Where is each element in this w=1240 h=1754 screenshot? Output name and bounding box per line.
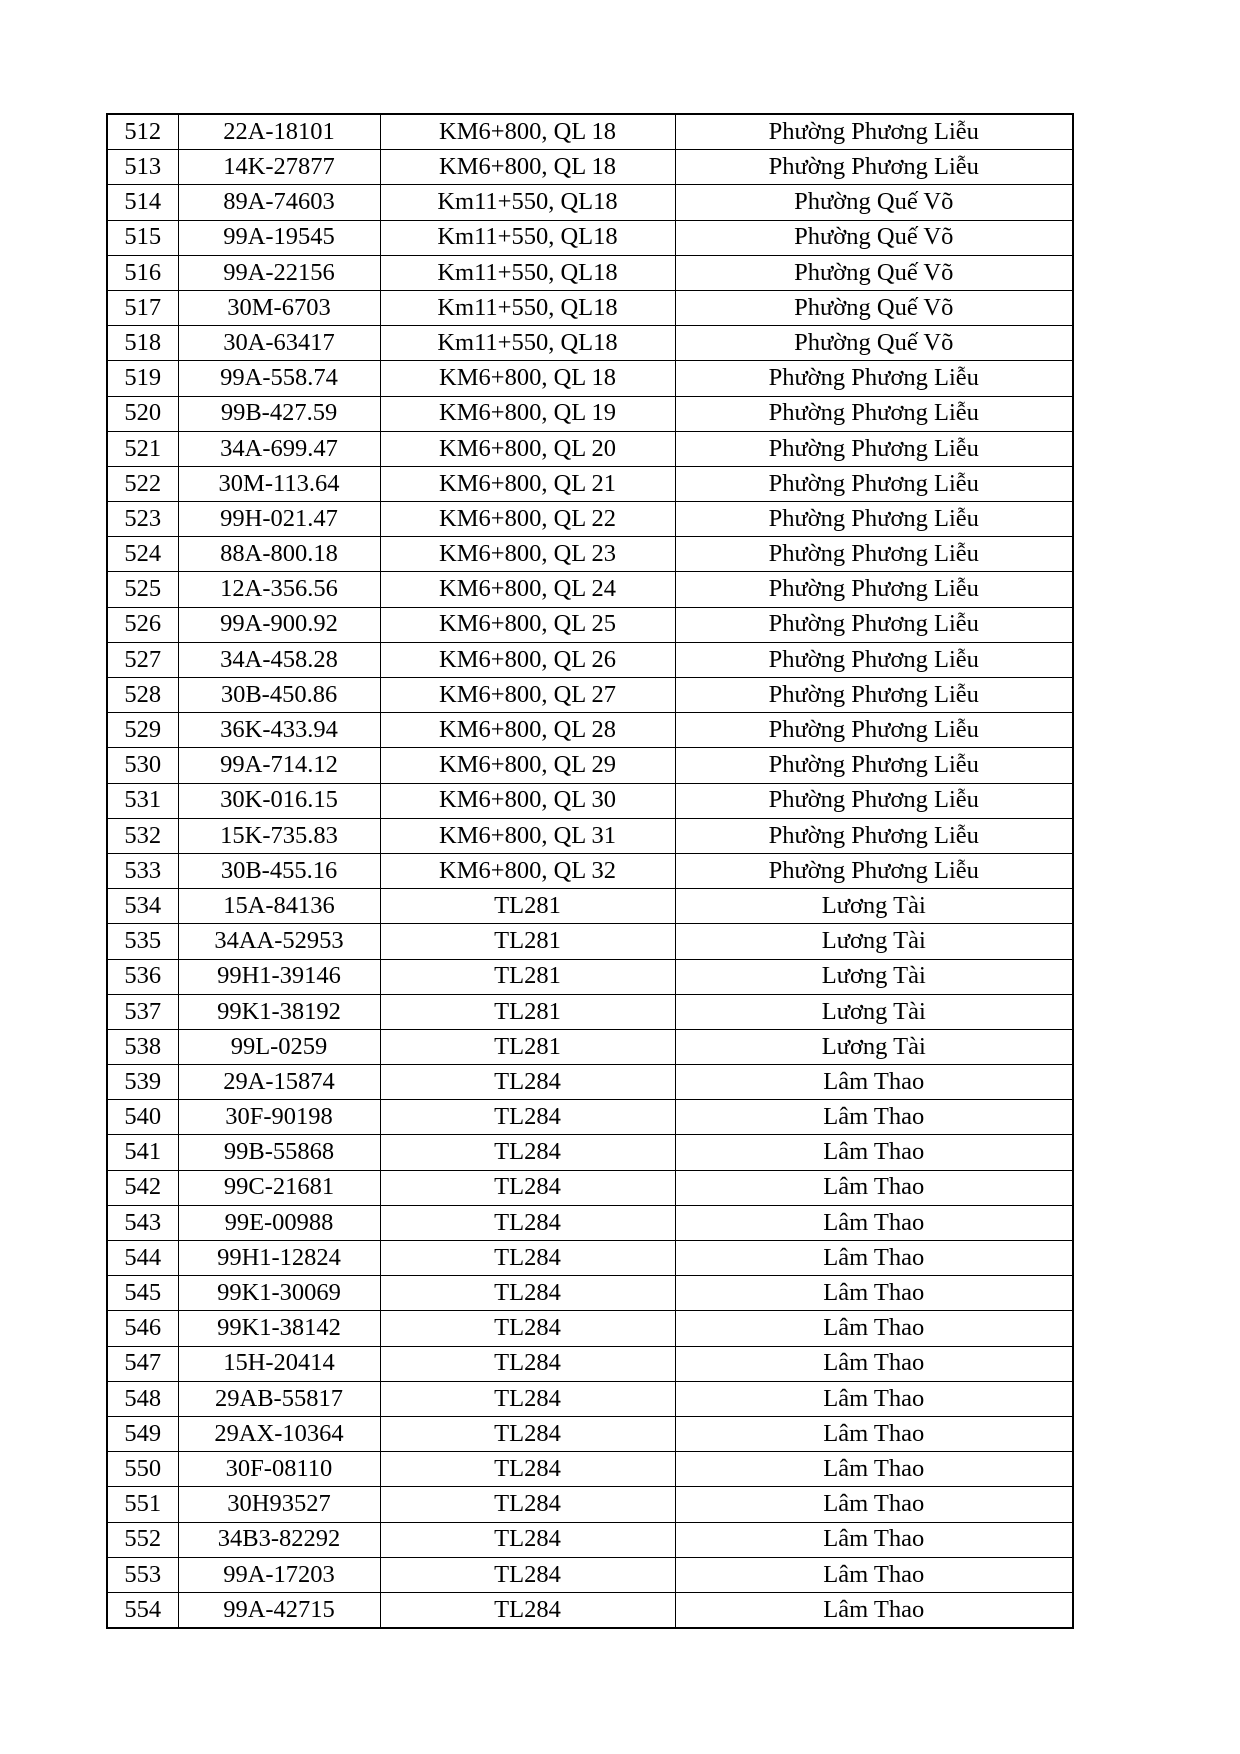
location-cell: TL284 <box>380 1135 675 1170</box>
license-plate-cell: 30F-08110 <box>178 1452 380 1487</box>
ward-cell: Phường Phương Liễu <box>675 466 1073 501</box>
location-cell: KM6+800, QL 27 <box>380 678 675 713</box>
license-plate-cell: 99A-900.92 <box>178 607 380 642</box>
row-number-cell: 519 <box>107 361 178 396</box>
license-plate-cell: 14K-27877 <box>178 150 380 185</box>
table-row <box>107 1487 1073 1522</box>
ward-cell: Phường Phương Liễu <box>675 114 1073 150</box>
location-cell: KM6+800, QL 30 <box>380 783 675 818</box>
table-row <box>107 1065 1073 1100</box>
table-row <box>107 1381 1073 1416</box>
row-number-cell: 554 <box>107 1592 178 1628</box>
license-plate-cell: 30K-016.15 <box>178 783 380 818</box>
row-number-cell: 552 <box>107 1522 178 1557</box>
row-number-cell: 544 <box>107 1241 178 1276</box>
table-body <box>107 114 1073 1628</box>
location-cell: TL284 <box>380 1205 675 1240</box>
ward-cell: Phường Phương Liễu <box>675 678 1073 713</box>
location-cell: Km11+550, QL18 <box>380 290 675 325</box>
license-plate-cell: 34A-699.47 <box>178 431 380 466</box>
ward-cell: Phường Phương Liễu <box>675 853 1073 888</box>
location-cell: TL284 <box>380 1241 675 1276</box>
table-row <box>107 1170 1073 1205</box>
table-row <box>107 783 1073 818</box>
license-plate-cell: 99H-021.47 <box>178 502 380 537</box>
location-cell: KM6+800, QL 18 <box>380 114 675 150</box>
location-cell: TL284 <box>380 1381 675 1416</box>
location-cell: TL284 <box>380 1557 675 1592</box>
location-cell: TL281 <box>380 994 675 1029</box>
location-cell: TL284 <box>380 1170 675 1205</box>
ward-cell: Lương Tài <box>675 994 1073 1029</box>
row-number-cell: 527 <box>107 642 178 677</box>
location-cell: KM6+800, QL 28 <box>380 713 675 748</box>
license-plate-cell: 99A-558.74 <box>178 361 380 396</box>
ward-cell: Phường Phương Liễu <box>675 642 1073 677</box>
row-number-cell: 537 <box>107 994 178 1029</box>
row-number-cell: 520 <box>107 396 178 431</box>
license-plate-cell: 99K1-30069 <box>178 1276 380 1311</box>
location-cell: KM6+800, QL 21 <box>380 466 675 501</box>
table-row <box>107 1135 1073 1170</box>
location-cell: TL281 <box>380 1029 675 1064</box>
license-plate-cell: 34AA-52953 <box>178 924 380 959</box>
license-plate-cell: 99C-21681 <box>178 1170 380 1205</box>
table-row <box>107 642 1073 677</box>
ward-cell: Phường Quế Võ <box>675 185 1073 220</box>
table-row <box>107 466 1073 501</box>
ward-cell: Phường Phương Liễu <box>675 150 1073 185</box>
row-number-cell: 540 <box>107 1100 178 1135</box>
location-cell: KM6+800, QL 32 <box>380 853 675 888</box>
location-cell: KM6+800, QL 29 <box>380 748 675 783</box>
row-number-cell: 512 <box>107 114 178 150</box>
license-plate-cell: 30M-113.64 <box>178 466 380 501</box>
ward-cell: Phường Phương Liễu <box>675 431 1073 466</box>
table-row <box>107 1276 1073 1311</box>
location-cell: KM6+800, QL 23 <box>380 537 675 572</box>
ward-cell: Lâm Thao <box>675 1065 1073 1100</box>
ward-cell: Phường Phương Liễu <box>675 537 1073 572</box>
license-plate-cell: 29A-15874 <box>178 1065 380 1100</box>
row-number-cell: 523 <box>107 502 178 537</box>
table-row <box>107 924 1073 959</box>
row-number-cell: 518 <box>107 326 178 361</box>
license-plate-cell: 15A-84136 <box>178 889 380 924</box>
ward-cell: Phường Quế Võ <box>675 326 1073 361</box>
table-row <box>107 396 1073 431</box>
location-cell: KM6+800, QL 18 <box>380 361 675 396</box>
table-row <box>107 290 1073 325</box>
row-number-cell: 515 <box>107 220 178 255</box>
ward-cell: Lâm Thao <box>675 1241 1073 1276</box>
ward-cell: Phường Phương Liễu <box>675 748 1073 783</box>
ward-cell: Phường Quế Võ <box>675 220 1073 255</box>
table-row <box>107 1241 1073 1276</box>
row-number-cell: 531 <box>107 783 178 818</box>
location-cell: KM6+800, QL 26 <box>380 642 675 677</box>
row-number-cell: 525 <box>107 572 178 607</box>
row-number-cell: 547 <box>107 1346 178 1381</box>
license-plate-cell: 22A-18101 <box>178 114 380 150</box>
row-number-cell: 532 <box>107 818 178 853</box>
location-cell: TL281 <box>380 889 675 924</box>
ward-cell: Lương Tài <box>675 924 1073 959</box>
ward-cell: Lâm Thao <box>675 1170 1073 1205</box>
table-row <box>107 1346 1073 1381</box>
row-number-cell: 516 <box>107 255 178 290</box>
row-number-cell: 530 <box>107 748 178 783</box>
ward-cell: Phường Phương Liễu <box>675 502 1073 537</box>
ward-cell: Lâm Thao <box>675 1276 1073 1311</box>
ward-cell: Lâm Thao <box>675 1416 1073 1451</box>
license-plate-cell: 15K-735.83 <box>178 818 380 853</box>
table-row <box>107 1205 1073 1240</box>
location-cell: KM6+800, QL 20 <box>380 431 675 466</box>
row-number-cell: 549 <box>107 1416 178 1451</box>
row-number-cell: 551 <box>107 1487 178 1522</box>
location-cell: TL281 <box>380 959 675 994</box>
license-plate-cell: 99H1-12824 <box>178 1241 380 1276</box>
ward-cell: Lương Tài <box>675 959 1073 994</box>
location-cell: TL284 <box>380 1592 675 1628</box>
ward-cell: Phường Quế Võ <box>675 255 1073 290</box>
license-plate-cell: 99B-427.59 <box>178 396 380 431</box>
table-row <box>107 1522 1073 1557</box>
license-plate-cell: 29AX-10364 <box>178 1416 380 1451</box>
location-cell: KM6+800, QL 24 <box>380 572 675 607</box>
table-row <box>107 1029 1073 1064</box>
license-plate-cell: 99A-19545 <box>178 220 380 255</box>
table-row <box>107 255 1073 290</box>
table-row <box>107 502 1073 537</box>
license-plate-cell: 99L-0259 <box>178 1029 380 1064</box>
row-number-cell: 528 <box>107 678 178 713</box>
table-row <box>107 607 1073 642</box>
license-plate-cell: 36K-433.94 <box>178 713 380 748</box>
row-number-cell: 533 <box>107 853 178 888</box>
location-cell: TL284 <box>380 1522 675 1557</box>
table-row <box>107 1311 1073 1346</box>
location-cell: TL284 <box>380 1416 675 1451</box>
location-cell: KM6+800, QL 31 <box>380 818 675 853</box>
row-number-cell: 521 <box>107 431 178 466</box>
row-number-cell: 541 <box>107 1135 178 1170</box>
ward-cell: Lâm Thao <box>675 1452 1073 1487</box>
ward-cell: Lâm Thao <box>675 1135 1073 1170</box>
table-row <box>107 853 1073 888</box>
location-cell: TL284 <box>380 1065 675 1100</box>
table-row <box>107 959 1073 994</box>
table-row <box>107 1416 1073 1451</box>
table-row <box>107 1557 1073 1592</box>
table-row <box>107 1452 1073 1487</box>
location-cell: TL284 <box>380 1452 675 1487</box>
ward-cell: Lâm Thao <box>675 1487 1073 1522</box>
license-plate-cell: 99A-714.12 <box>178 748 380 783</box>
row-number-cell: 550 <box>107 1452 178 1487</box>
table-row <box>107 185 1073 220</box>
license-plate-cell: 34A-458.28 <box>178 642 380 677</box>
location-cell: Km11+550, QL18 <box>380 185 675 220</box>
license-plate-cell: 30A-63417 <box>178 326 380 361</box>
license-plate-cell: 15H-20414 <box>178 1346 380 1381</box>
license-plate-cell: 99E-00988 <box>178 1205 380 1240</box>
license-plate-cell: 89A-74603 <box>178 185 380 220</box>
ward-cell: Phường Phương Liễu <box>675 607 1073 642</box>
row-number-cell: 546 <box>107 1311 178 1346</box>
table-row <box>107 889 1073 924</box>
row-number-cell: 543 <box>107 1205 178 1240</box>
license-plate-cell: 29AB-55817 <box>178 1381 380 1416</box>
location-cell: TL284 <box>380 1311 675 1346</box>
table-row <box>107 220 1073 255</box>
table-row <box>107 431 1073 466</box>
row-number-cell: 526 <box>107 607 178 642</box>
license-plate-cell: 99A-22156 <box>178 255 380 290</box>
table-row <box>107 150 1073 185</box>
table-row <box>107 114 1073 150</box>
location-cell: TL284 <box>380 1346 675 1381</box>
ward-cell: Lâm Thao <box>675 1205 1073 1240</box>
ward-cell: Phường Phương Liễu <box>675 572 1073 607</box>
ward-cell: Lâm Thao <box>675 1100 1073 1135</box>
table-row <box>107 361 1073 396</box>
ward-cell: Phường Phương Liễu <box>675 783 1073 818</box>
ward-cell: Lâm Thao <box>675 1381 1073 1416</box>
row-number-cell: 536 <box>107 959 178 994</box>
license-plate-cell: 99K1-38192 <box>178 994 380 1029</box>
table-row <box>107 818 1073 853</box>
ward-cell: Phường Quế Võ <box>675 290 1073 325</box>
ward-cell: Lâm Thao <box>675 1346 1073 1381</box>
row-number-cell: 522 <box>107 466 178 501</box>
table-row <box>107 678 1073 713</box>
location-cell: KM6+800, QL 22 <box>380 502 675 537</box>
row-number-cell: 514 <box>107 185 178 220</box>
location-cell: Km11+550, QL18 <box>380 255 675 290</box>
location-cell: Km11+550, QL18 <box>380 220 675 255</box>
row-number-cell: 539 <box>107 1065 178 1100</box>
row-number-cell: 548 <box>107 1381 178 1416</box>
row-number-cell: 535 <box>107 924 178 959</box>
location-cell: Km11+550, QL18 <box>380 326 675 361</box>
license-plate-cell: 99B-55868 <box>178 1135 380 1170</box>
license-plate-cell: 99A-17203 <box>178 1557 380 1592</box>
license-plate-cell: 30M-6703 <box>178 290 380 325</box>
table-row <box>107 1592 1073 1628</box>
table-row <box>107 326 1073 361</box>
row-number-cell: 513 <box>107 150 178 185</box>
table-row <box>107 713 1073 748</box>
row-number-cell: 534 <box>107 889 178 924</box>
location-cell: TL281 <box>380 924 675 959</box>
ward-cell: Phường Phương Liễu <box>675 396 1073 431</box>
license-plate-cell: 99A-42715 <box>178 1592 380 1628</box>
ward-cell: Lâm Thao <box>675 1522 1073 1557</box>
table-row <box>107 537 1073 572</box>
ward-cell: Lương Tài <box>675 1029 1073 1064</box>
ward-cell: Lâm Thao <box>675 1557 1073 1592</box>
row-number-cell: 553 <box>107 1557 178 1592</box>
license-plate-cell: 30F-90198 <box>178 1100 380 1135</box>
ward-cell: Lâm Thao <box>675 1311 1073 1346</box>
table-row <box>107 1100 1073 1135</box>
table-row <box>107 572 1073 607</box>
table-row <box>107 994 1073 1029</box>
license-plate-cell: 30H93527 <box>178 1487 380 1522</box>
row-number-cell: 517 <box>107 290 178 325</box>
license-plate-cell: 30B-455.16 <box>178 853 380 888</box>
row-number-cell: 524 <box>107 537 178 572</box>
license-plate-cell: 34B3-82292 <box>178 1522 380 1557</box>
ward-cell: Phường Phương Liễu <box>675 818 1073 853</box>
row-number-cell: 545 <box>107 1276 178 1311</box>
ward-cell: Phường Phương Liễu <box>675 361 1073 396</box>
location-cell: KM6+800, QL 18 <box>380 150 675 185</box>
row-number-cell: 542 <box>107 1170 178 1205</box>
location-cell: TL284 <box>380 1487 675 1522</box>
location-cell: TL284 <box>380 1276 675 1311</box>
license-plate-cell: 30B-450.86 <box>178 678 380 713</box>
license-plate-cell: 99H1-39146 <box>178 959 380 994</box>
location-cell: KM6+800, QL 25 <box>380 607 675 642</box>
license-plate-cell: 88A-800.18 <box>178 537 380 572</box>
row-number-cell: 529 <box>107 713 178 748</box>
ward-cell: Phường Phương Liễu <box>675 713 1073 748</box>
row-number-cell: 538 <box>107 1029 178 1064</box>
location-cell: KM6+800, QL 19 <box>380 396 675 431</box>
violation-table <box>106 113 1074 1629</box>
license-plate-cell: 99K1-38142 <box>178 1311 380 1346</box>
table-row <box>107 748 1073 783</box>
ward-cell: Lâm Thao <box>675 1592 1073 1628</box>
license-plate-cell: 12A-356.56 <box>178 572 380 607</box>
location-cell: TL284 <box>380 1100 675 1135</box>
ward-cell: Lương Tài <box>675 889 1073 924</box>
